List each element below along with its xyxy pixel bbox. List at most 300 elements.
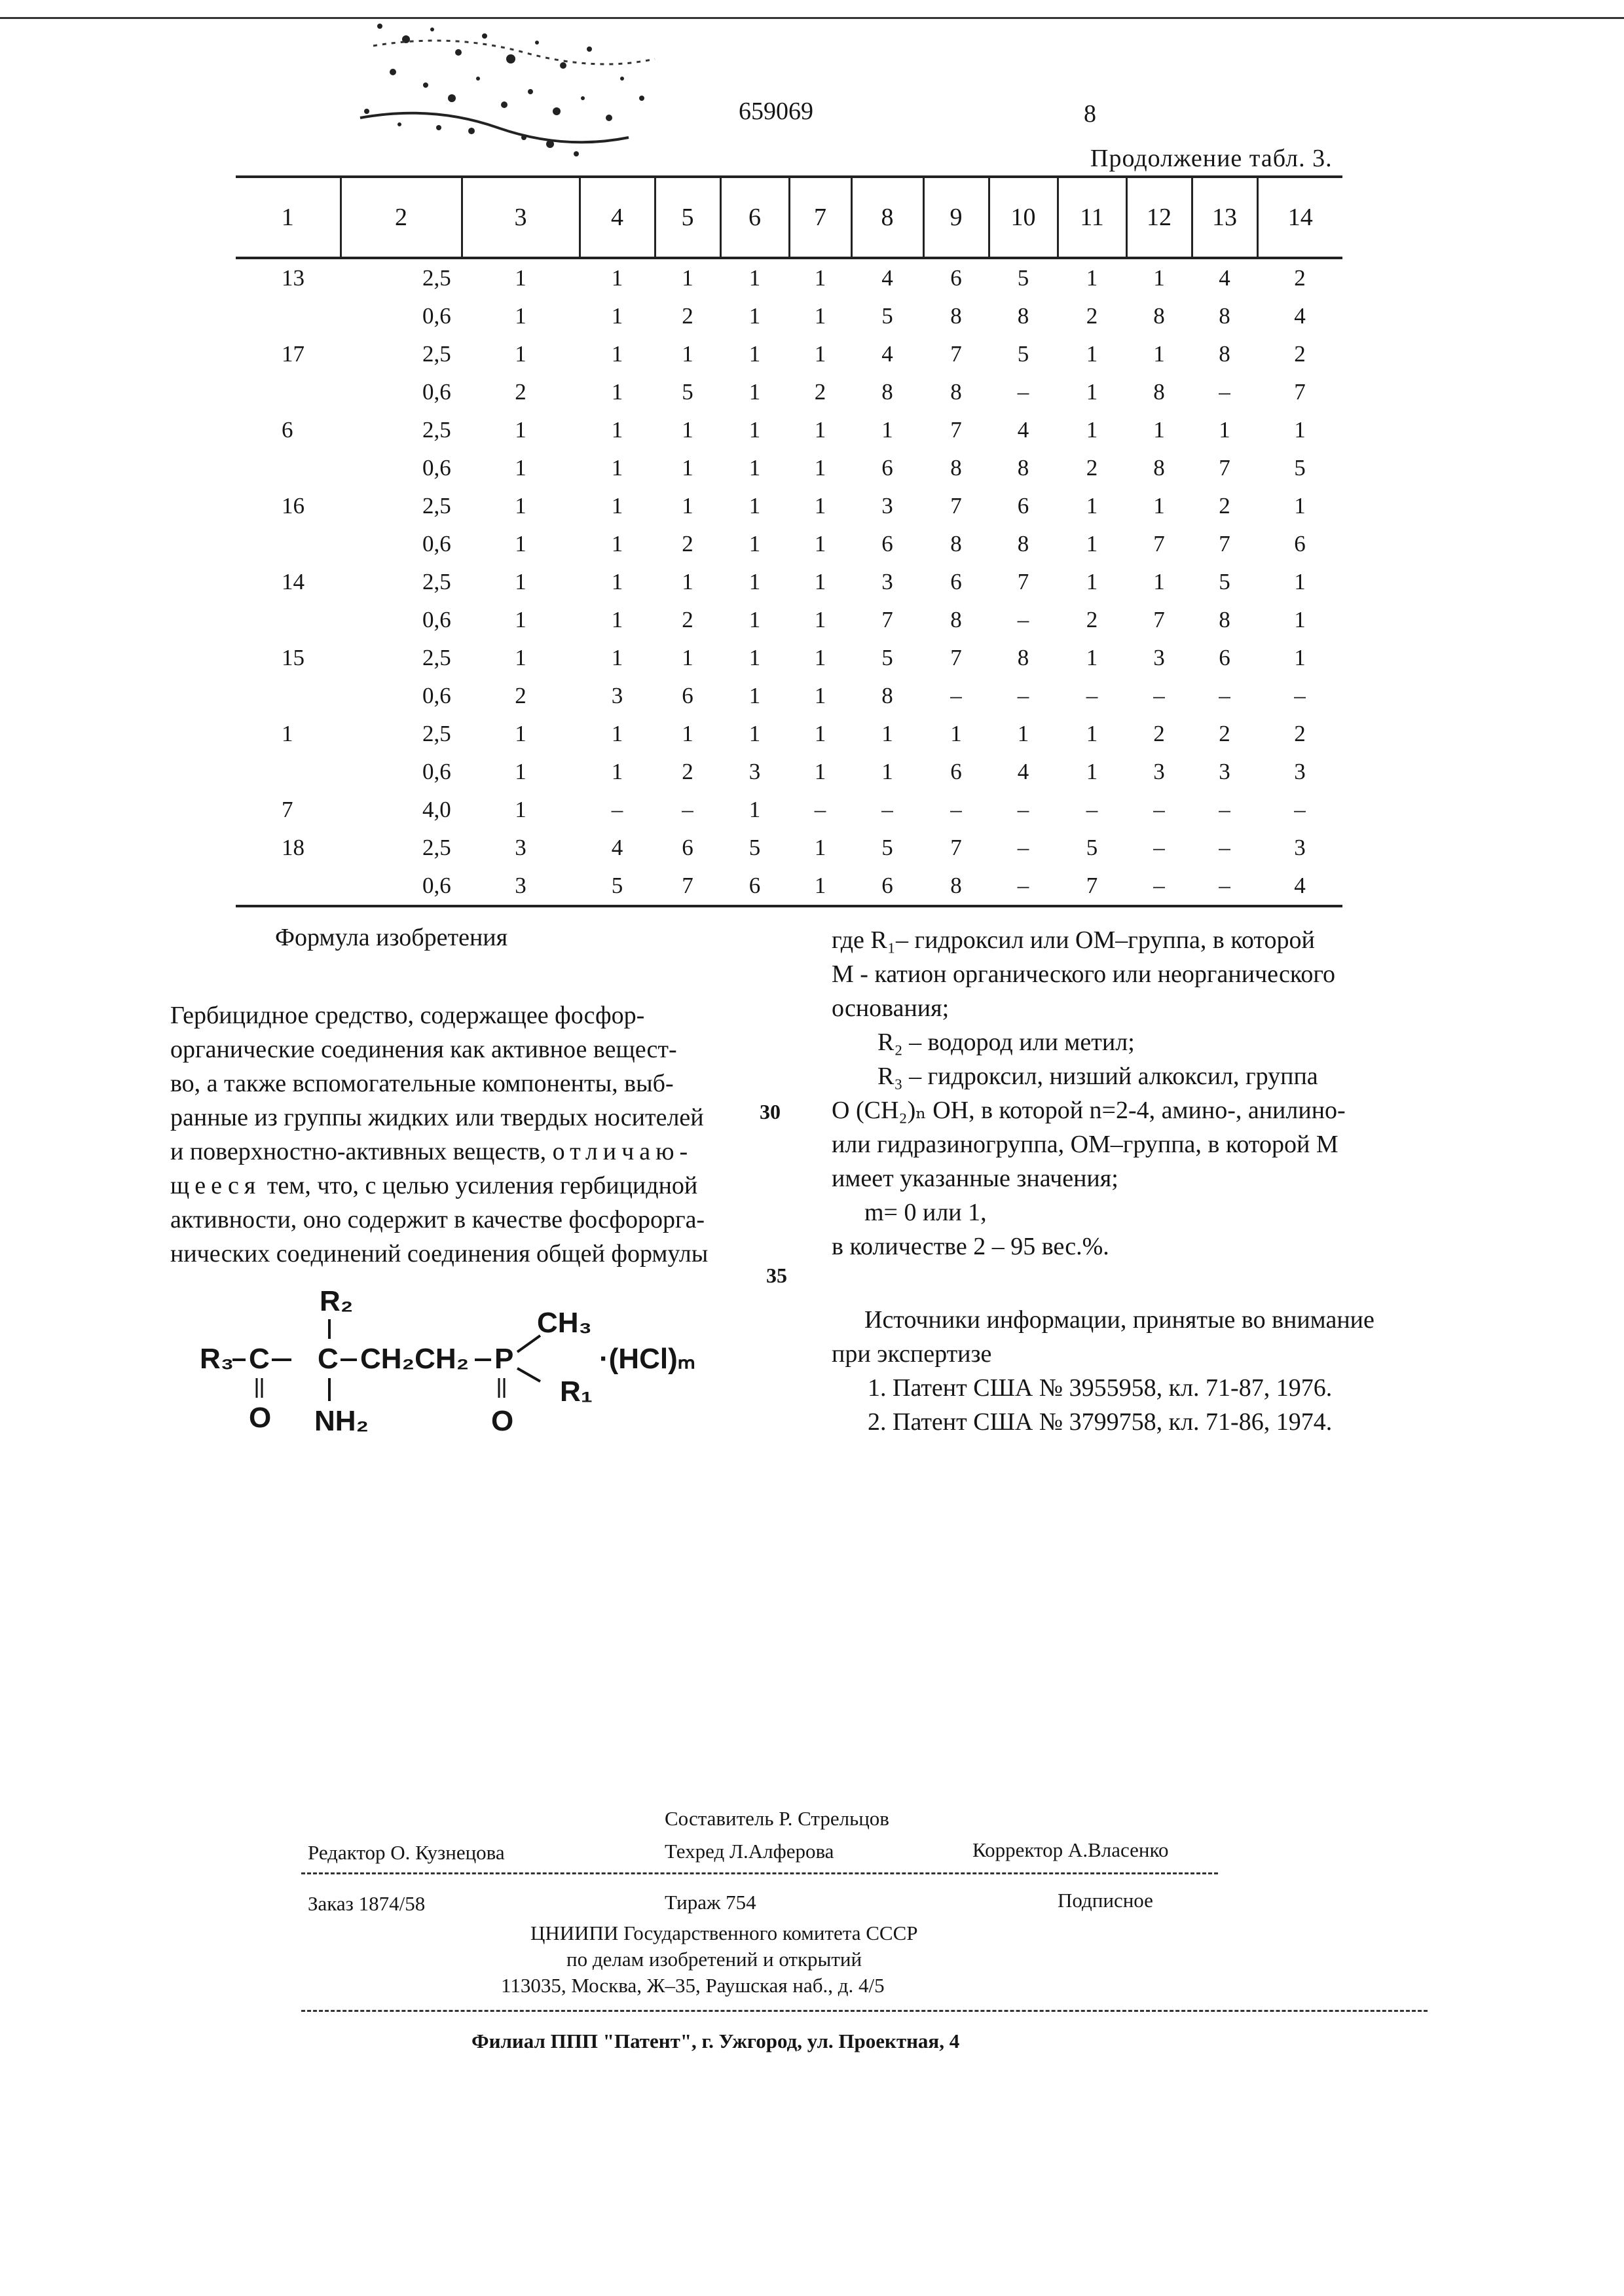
table-cell: 1 [515, 265, 526, 291]
table-cell: 1 [1086, 417, 1098, 443]
table-cell: 3 [1294, 835, 1306, 860]
table-cell: 1 [1086, 531, 1098, 556]
table-cell: 2 [1294, 265, 1306, 291]
table-cell: 1 [814, 303, 826, 329]
table-cell: 3 [1153, 645, 1165, 670]
table-cell: 1 [611, 759, 623, 784]
org-address: 113035, Москва, Ж–35, Раушская наб., д. 4/5 [501, 1974, 885, 1997]
table-cell: 2 [682, 303, 693, 329]
table-cell: 2,5 [422, 835, 451, 860]
table-cell: 1 [1086, 341, 1098, 367]
table-cell: 2,5 [422, 721, 451, 746]
sources-title: Источники информации, принятые во внимание [864, 1306, 1375, 1334]
claims-title: Формула изобретения [275, 924, 508, 951]
table-row [236, 753, 1342, 791]
table-cell: 1 [748, 455, 761, 481]
definition-line: O (CH₂)ₙ OH, в которой n=2-4, амино-, анилино- [832, 1097, 1346, 1124]
table-cell: 1 [1294, 417, 1306, 443]
table-cell: 1 [515, 493, 526, 519]
claims-line: и поверхностно-активных веществ, отличаю- [170, 1138, 693, 1165]
table-cell: 5 [1294, 455, 1306, 481]
table-row [236, 677, 1342, 715]
table-row [236, 791, 1342, 829]
table-cell: 7 [950, 341, 962, 367]
table-cell: 8 [1017, 455, 1029, 481]
table-cell: – [1017, 607, 1029, 632]
bond-line [517, 1368, 540, 1381]
table-cell: 1 [682, 265, 693, 291]
table-cell: 1 [282, 721, 293, 746]
table-row [236, 601, 1342, 639]
table-cell: 0,6 [422, 531, 451, 556]
table-cell: – [682, 797, 693, 822]
table-cell: 4 [1219, 265, 1230, 291]
table-cell: 1 [748, 721, 761, 746]
table-cell: 6 [881, 455, 893, 481]
table-cell: 1 [748, 265, 761, 291]
table-cell: 6 [282, 417, 293, 443]
column-header: 4 [580, 177, 655, 258]
table-cell: – [1153, 683, 1165, 708]
table-cell: 3 [1153, 759, 1165, 784]
table-cell: – [950, 683, 962, 708]
table-cell: 1 [1086, 721, 1098, 746]
definition-line: основания; [832, 994, 950, 1022]
formula-c1: C [249, 1343, 270, 1375]
table-cell: 1 [611, 531, 623, 556]
results-table [236, 175, 1342, 907]
techred: Техред Л.Алферова [665, 1840, 834, 1863]
column-header: 5 [655, 177, 720, 258]
claims-line: ранные из группы жидких или твердых носителей [170, 1104, 704, 1131]
branch-address: Филиал ППП "Патент", г. Ужгород, ул. Проектная, 4 [471, 2030, 960, 2052]
table-row [236, 297, 1342, 335]
table-cell: 1 [515, 303, 526, 329]
table-cell: 6 [950, 759, 962, 784]
table-cell: 1 [814, 759, 826, 784]
table-cell: 1 [515, 607, 526, 632]
table-cell: – [611, 797, 623, 822]
table-cell: 14 [282, 569, 304, 594]
column-header: 11 [1058, 177, 1126, 258]
table-cell: 1 [748, 797, 761, 822]
table-cell: 1 [814, 493, 826, 519]
table-cell: 7 [1058, 867, 1126, 906]
line-number-35: 35 [766, 1264, 787, 1287]
table-cell: 1 [611, 379, 623, 405]
table-cell: 2 [1086, 607, 1098, 632]
table-cell: 1 [814, 645, 826, 670]
table-cell: 2 [682, 759, 693, 784]
table-cell: 2 [1294, 341, 1306, 367]
table-cell: 8 [950, 607, 962, 632]
table-cell: 1 [814, 683, 826, 708]
table-cell: 8 [950, 379, 962, 405]
table-cell: 7 [1219, 531, 1230, 556]
source-item: 2. Патент США № 3799758, кл. 71-86, 1974. [868, 1408, 1333, 1436]
formula-nh2: NH₂ [314, 1405, 369, 1437]
table-cell: 1 [814, 835, 826, 860]
column-header: 12 [1126, 177, 1192, 258]
table-cell [236, 373, 341, 411]
table-cell: 2,5 [422, 493, 451, 519]
table-cell: 4 [881, 265, 893, 291]
table-cell: – [1192, 867, 1257, 906]
table-cell: 1 [1153, 417, 1165, 443]
table-cell: – [1219, 797, 1230, 822]
library-stamp-mark [354, 13, 694, 170]
table-cell: 4 [1257, 867, 1342, 906]
table-cell: 3 [462, 867, 580, 906]
table-cell: 2,5 [422, 569, 451, 594]
table-cell: 7 [950, 493, 962, 519]
column-header: 10 [989, 177, 1058, 258]
formula-r1: R₁ [560, 1376, 593, 1408]
table-cell: 6 [1017, 493, 1029, 519]
table-row [236, 525, 1342, 563]
table-cell: 1 [1153, 493, 1165, 519]
table-cell: 8 [1153, 455, 1165, 481]
table-cell: 7 [1219, 455, 1230, 481]
table-cell: 7 [950, 645, 962, 670]
table-cell: 1 [1294, 645, 1306, 670]
table-cell: – [1153, 797, 1165, 822]
claims-line: активности, оно содержит в качестве фосфорорга- [170, 1206, 705, 1233]
claims-line: органические соединения как активное вещест- [170, 1036, 677, 1063]
table-cell: 6 [1294, 531, 1306, 556]
sources-block [832, 1303, 1460, 1439]
definition-line: в количестве 2 – 95 вес.%. [832, 1233, 1109, 1260]
table-cell: 8 [881, 683, 893, 708]
table-cell: 4 [611, 835, 623, 860]
formula-o2: O [491, 1405, 514, 1437]
table-cell: 1 [1086, 645, 1098, 670]
chemical-structure-formula [196, 1270, 720, 1453]
formula-r3: R₃ [200, 1343, 234, 1375]
table-cell: 1 [881, 721, 893, 746]
table-cell: 1 [1153, 569, 1165, 594]
table-cell: 1 [611, 303, 623, 329]
formula-c2: C [318, 1343, 339, 1375]
column-header: 7 [789, 177, 851, 258]
table-cell [236, 449, 341, 487]
table-cell: 7 [1153, 531, 1165, 556]
table-cell: 15 [282, 645, 304, 670]
table-cell [236, 677, 341, 715]
editor: Редактор О. Кузнецова [308, 1841, 505, 1864]
table-cell: 7 [282, 797, 293, 822]
table-cell: 6 [1219, 645, 1230, 670]
table-cell: 1 [748, 493, 761, 519]
table-continuation-label: Продолжение табл. 3. [1090, 145, 1333, 172]
table-cell: 2 [814, 379, 826, 405]
table-cell: 1 [1153, 265, 1165, 291]
table-row [236, 449, 1342, 487]
table-cell: 4 [1017, 759, 1029, 784]
table-cell: 1 [515, 569, 526, 594]
table-cell: 1 [515, 797, 526, 822]
table-cell: 5 [1017, 341, 1029, 367]
table-cell: 1 [611, 645, 623, 670]
table-cell: 1 [814, 531, 826, 556]
table-cell: 5 [881, 303, 893, 329]
table-cell: 1 [682, 417, 693, 443]
table-cell: 1 [814, 607, 826, 632]
table-row [236, 373, 1342, 411]
table-cell: 0,6 [422, 303, 451, 329]
table-cell: – [1294, 683, 1306, 708]
table-cell: 1 [611, 265, 623, 291]
table-cell: 2,5 [422, 341, 451, 367]
table-cell: 1 [814, 341, 826, 367]
table-cell: 4,0 [422, 797, 451, 822]
table-cell: 3 [1294, 759, 1306, 784]
table-cell: 1 [682, 455, 693, 481]
table-cell: 7 [950, 417, 962, 443]
table-cell: 2 [1086, 455, 1098, 481]
table-row [236, 335, 1342, 373]
table-cell: 0,6 [422, 607, 451, 632]
table-row [236, 829, 1342, 867]
table-cell: 1 [611, 341, 623, 367]
table-cell [236, 525, 341, 563]
column-header: 8 [851, 177, 923, 258]
table-cell: – [1219, 379, 1230, 405]
table-cell: – [1086, 683, 1098, 708]
table-cell: 1 [1294, 569, 1306, 594]
table-cell: 2 [1294, 721, 1306, 746]
table-cell: 3 [881, 493, 893, 519]
table-cell: 1 [515, 759, 526, 784]
table-cell: 0,6 [422, 683, 451, 708]
table-cell: 5 [682, 379, 693, 405]
source-item: 1. Патент США № 3955958, кл. 71-87, 1976. [868, 1374, 1333, 1402]
table-cell: 2,5 [422, 417, 451, 443]
table-cell: 1 [748, 531, 761, 556]
distinguishing-word: отличаю- [552, 1138, 693, 1165]
table-cell: 18 [282, 835, 304, 860]
claims-line: нических соединений соединения общей формулы [170, 1240, 709, 1267]
table-cell: 1 [748, 569, 761, 594]
table-cell: 7 [1017, 569, 1029, 594]
column-header: 13 [1192, 177, 1257, 258]
table-cell: 1 [881, 417, 893, 443]
table-cell: 1 [748, 645, 761, 670]
table-cell: 1 [1153, 341, 1165, 367]
definition-line: R₂ – водород или метил; [877, 1029, 1135, 1056]
table-cell: 3 [515, 835, 526, 860]
table-cell: 1 [515, 341, 526, 367]
table-cell: – [1219, 835, 1230, 860]
table-cell: 5 [1017, 265, 1029, 291]
table-cell: 1 [1219, 417, 1230, 443]
table-cell: 1 [1086, 569, 1098, 594]
table-cell: 1 [748, 417, 761, 443]
table-row [236, 411, 1342, 449]
table-cell: 1 [611, 455, 623, 481]
footer-divider [301, 2010, 1428, 2012]
claims-line: Гербицидное средство, содержащее фосфор- [170, 1002, 645, 1029]
table-cell: 1 [682, 645, 693, 670]
column-header: 9 [923, 177, 989, 258]
table-cell: 1 [814, 569, 826, 594]
table-cell: 5 [748, 835, 761, 860]
org-line: по делам изобретений и открытий [566, 1948, 862, 1971]
table-cell: 1 [748, 607, 761, 632]
table-cell: 5 [580, 867, 655, 906]
table-cell: 1 [1294, 607, 1306, 632]
table-cell: 1 [682, 721, 693, 746]
table-cell: 1 [515, 455, 526, 481]
column-header: 3 [462, 177, 580, 258]
table-cell: 0,6 [422, 759, 451, 784]
definition-line: R₃ – гидроксил, низший алкоксил, группа [877, 1063, 1318, 1090]
page-number: 8 [1084, 100, 1096, 128]
table-cell: 8 [1219, 341, 1230, 367]
table-cell: 6 [682, 835, 693, 860]
table-cell [236, 753, 341, 791]
table-cell: 0,6 [422, 379, 451, 405]
corrector: Корректор А.Власенко [972, 1838, 1169, 1861]
table-cell: 1 [515, 531, 526, 556]
sources-title-2: при экспертизе [832, 1340, 992, 1368]
table-cell: – [989, 867, 1058, 906]
table-cell [236, 867, 341, 906]
circulation: Тираж 754 [665, 1891, 756, 1914]
claims-line: щееся тем, что, с целью усиления гербицидной [170, 1172, 698, 1199]
table-cell: 1 [515, 645, 526, 670]
table-cell [236, 297, 341, 335]
table-cell: 2 [515, 683, 526, 708]
line-number-30: 30 [760, 1100, 781, 1123]
table-cell: 1 [682, 493, 693, 519]
table-cell: 1 [611, 607, 623, 632]
table-cell: – [950, 797, 962, 822]
order-number: Заказ 1874/58 [308, 1892, 426, 1915]
definition-line: где R₁– гидроксил или OM–группа, в которой [832, 926, 1315, 954]
table-cell: 1 [515, 417, 526, 443]
table-cell: 8 [1219, 607, 1230, 632]
table-cell: 8 [1219, 303, 1230, 329]
table-cell: – [1126, 867, 1192, 906]
definition-line: M - катион органического или неорганического [832, 960, 1335, 988]
table-cell: 6 [950, 265, 962, 291]
table-cell: 3 [1219, 759, 1230, 784]
column-header: 6 [720, 177, 789, 258]
table-cell: – [1017, 835, 1029, 860]
table-cell: 2 [682, 607, 693, 632]
top-rule [0, 17, 1624, 19]
formula-r2: R₂ [320, 1285, 354, 1317]
claims-line: во, а также вспомогательные компоненты, выб- [170, 1070, 674, 1097]
table-cell: 1 [1086, 493, 1098, 519]
table-cell: 2 [1219, 493, 1230, 519]
definition-line: или гидразиногруппа, OM–группа, в которой M [832, 1131, 1338, 1158]
definition-line: m= 0 или 1, [864, 1199, 987, 1226]
table-cell: 1 [682, 341, 693, 367]
table-cell: – [1153, 835, 1165, 860]
table-cell: – [814, 797, 826, 822]
table-cell: 5 [1086, 835, 1098, 860]
table-cell: 2 [1219, 721, 1230, 746]
table-cell: 1 [1017, 721, 1029, 746]
table-cell: 16 [282, 493, 304, 519]
table-cell: 1 [1086, 759, 1098, 784]
table-cell: 0,6 [341, 867, 462, 906]
table-cell: 4 [881, 341, 893, 367]
table-row [236, 563, 1342, 601]
table-cell: 4 [1017, 417, 1029, 443]
table-cell: 8 [1153, 303, 1165, 329]
table-cell: 6 [881, 531, 893, 556]
table-cell: 7 [1294, 379, 1306, 405]
distinguishing-word-2: щееся [170, 1172, 261, 1199]
table-cell [236, 601, 341, 639]
table-cell: 1 [1294, 493, 1306, 519]
table-cell: 1 [1086, 265, 1098, 291]
table-cell: 1 [611, 569, 623, 594]
claims-definitions [832, 923, 1441, 1264]
table-cell: 3 [611, 683, 623, 708]
table-row [236, 639, 1342, 677]
table-cell: 7 [950, 835, 962, 860]
formula-chain: CH₂CH₂ [360, 1343, 470, 1375]
formula-hcl: ·(HCl)ₘ [599, 1343, 696, 1375]
table-cell: 8 [1017, 645, 1029, 670]
table-cell: 5 [1219, 569, 1230, 594]
table-cell: 1 [814, 417, 826, 443]
table-cell: 8 [950, 531, 962, 556]
subscription: Подписное [1058, 1889, 1153, 1912]
table-cell: 7 [881, 607, 893, 632]
composer: Составитель Р. Стрельцов [665, 1807, 889, 1830]
table-cell: 17 [282, 341, 304, 367]
table-cell: 2 [515, 379, 526, 405]
table-cell: 1 [814, 265, 826, 291]
table-cell: 6 [950, 569, 962, 594]
table-cell: 8 [950, 455, 962, 481]
table-cell: – [1017, 797, 1029, 822]
table-cell: 2,5 [422, 265, 451, 291]
column-header: 2 [341, 177, 462, 258]
table-cell: 1 [1086, 379, 1098, 405]
table-cell: – [1017, 379, 1029, 405]
table-cell: 1 [814, 455, 826, 481]
table-cell: 0,6 [422, 455, 451, 481]
table-cell: 6 [720, 867, 789, 906]
table-cell: – [881, 797, 893, 822]
table-cell: 1 [950, 721, 962, 746]
table-cell: 8 [1017, 531, 1029, 556]
table-cell: 1 [611, 493, 623, 519]
table-cell: 3 [748, 759, 761, 784]
table-cell: – [1086, 797, 1098, 822]
table-cell: 1 [611, 721, 623, 746]
table-cell: 2 [1153, 721, 1165, 746]
table-cell: 7 [655, 867, 720, 906]
table-cell: 7 [1153, 607, 1165, 632]
formula-ch3: CH₃ [537, 1307, 592, 1339]
table-cell: 8 [1017, 303, 1029, 329]
table-cell: 1 [814, 721, 826, 746]
table-cell: 1 [748, 683, 761, 708]
formula-o1: O [249, 1402, 272, 1434]
table-cell: 1 [682, 569, 693, 594]
table-cell: 6 [682, 683, 693, 708]
table-cell: – [1017, 683, 1029, 708]
formula-p: P [494, 1343, 514, 1375]
table-cell: 3 [881, 569, 893, 594]
